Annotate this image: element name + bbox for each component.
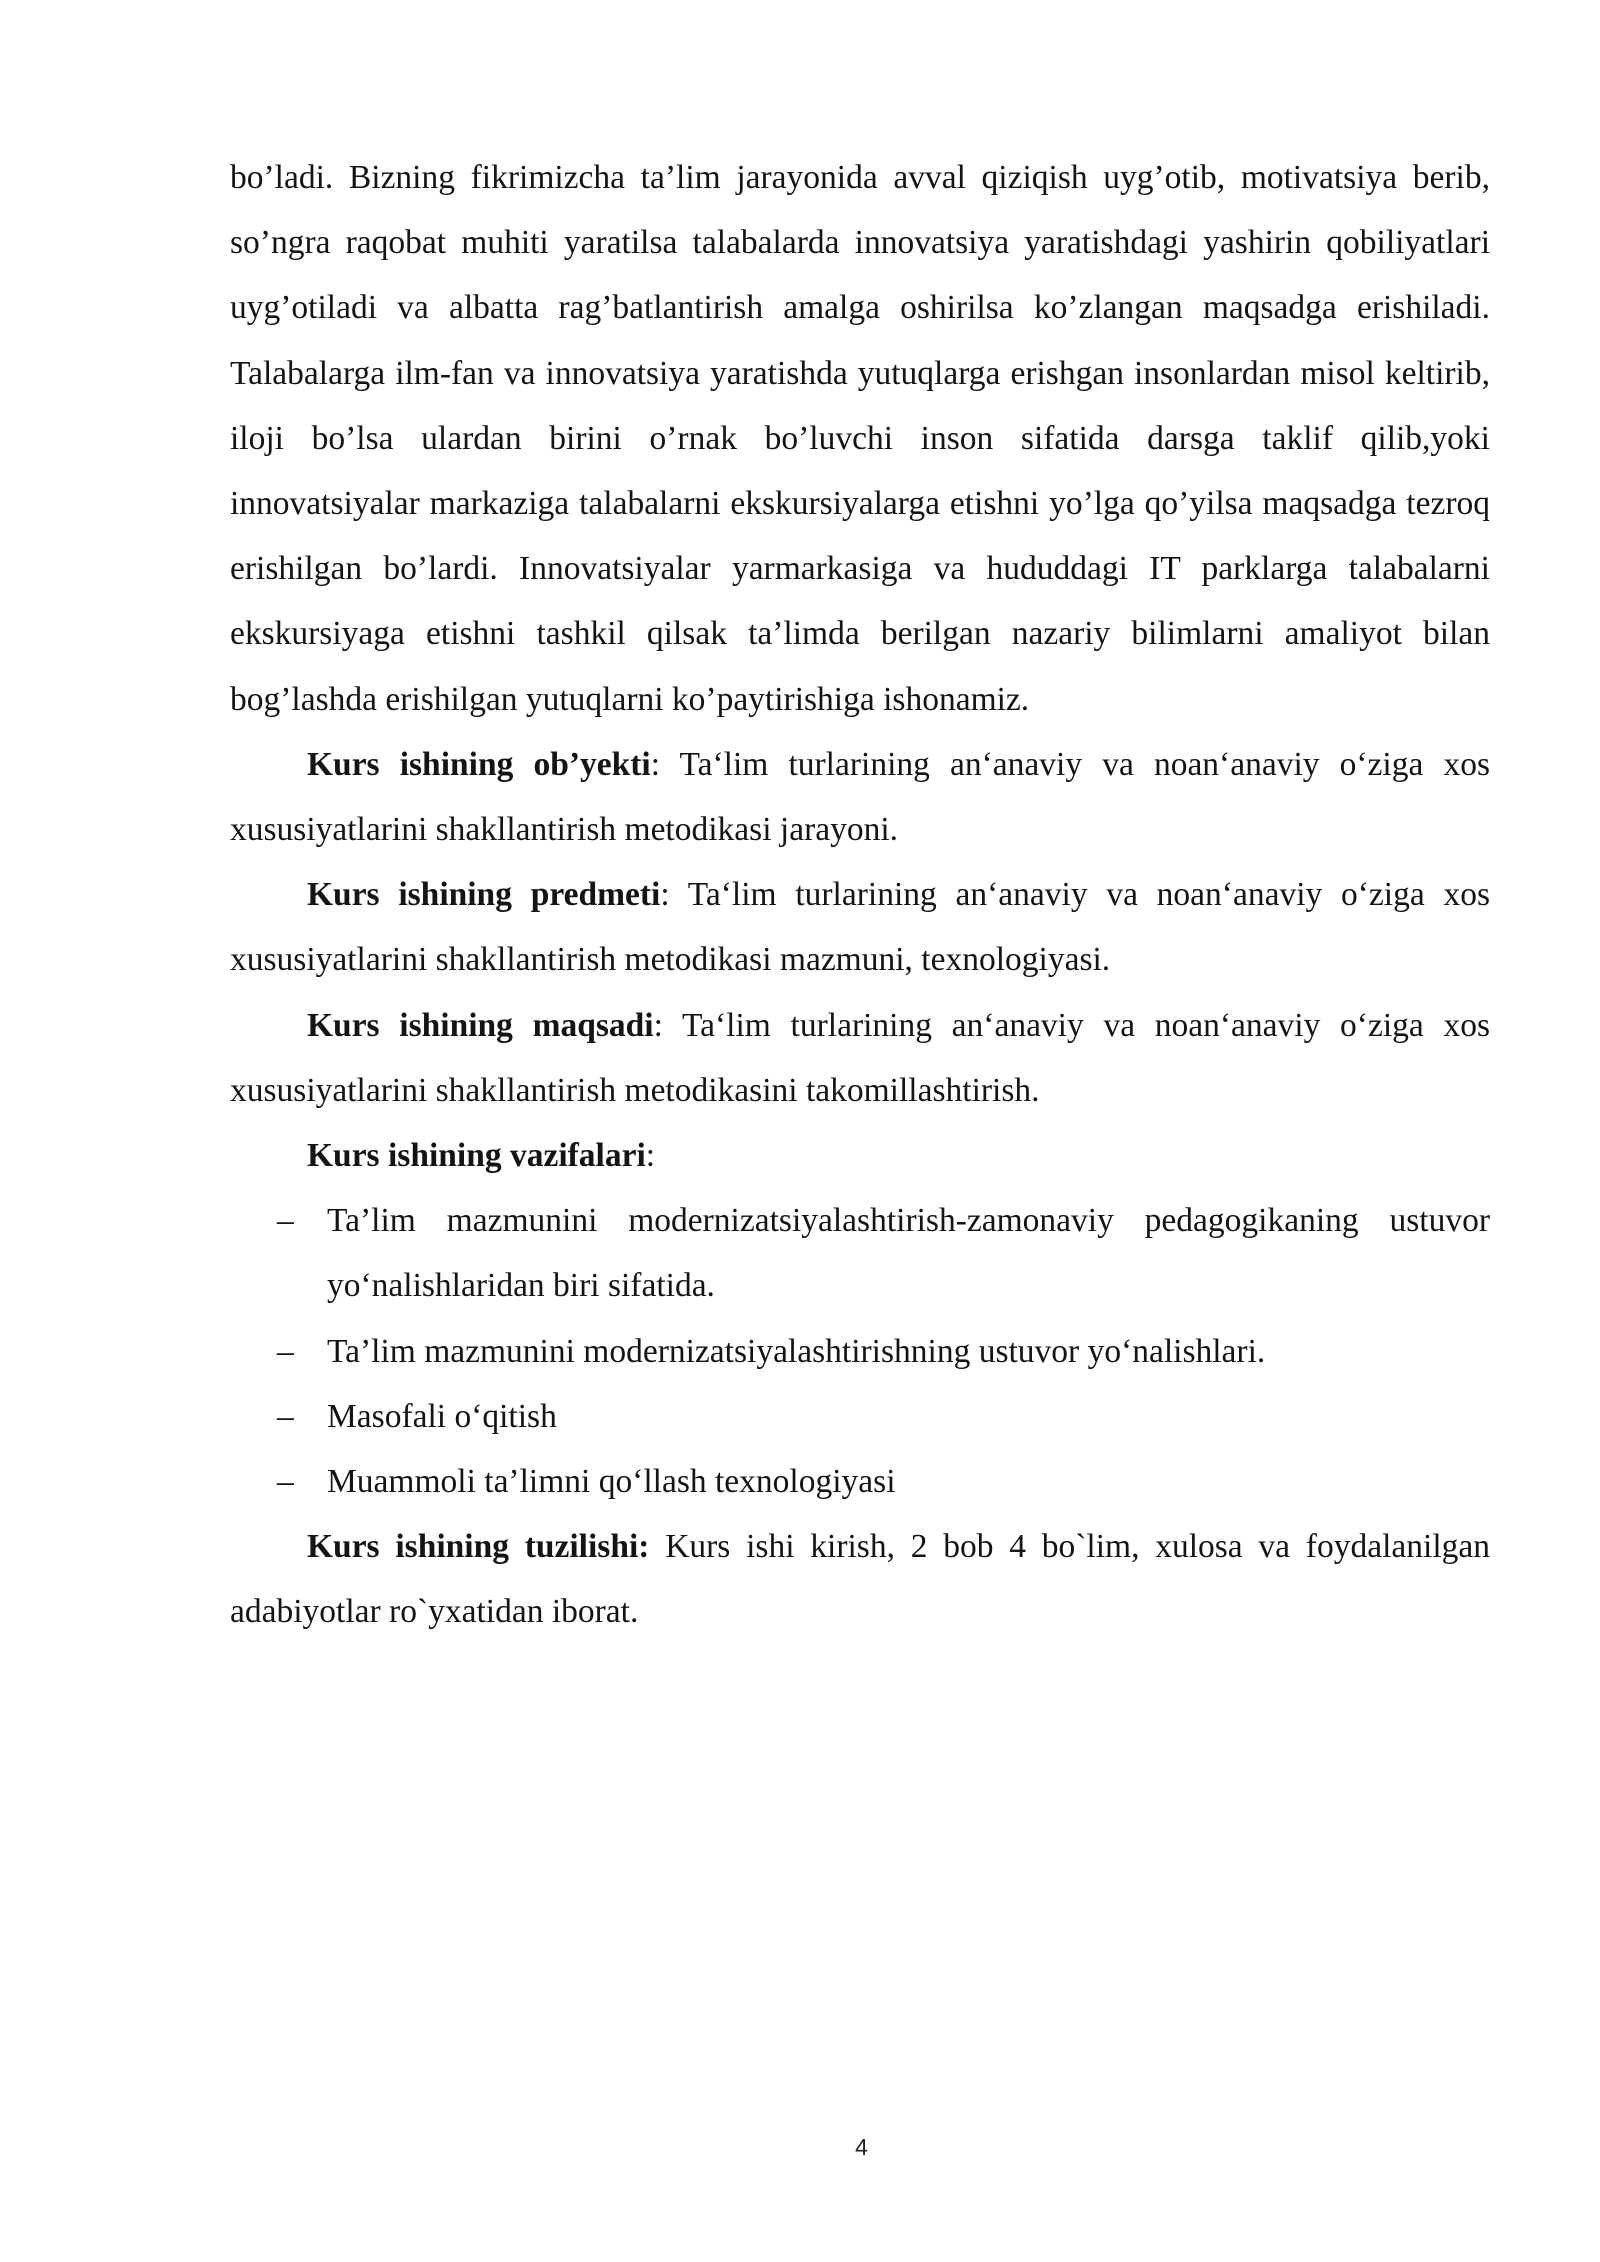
dash-bullet: – xyxy=(277,1463,294,1501)
object-paragraph xyxy=(230,732,1490,862)
tasks-label: Kurs ishining vazifalari xyxy=(307,1137,646,1175)
dash-bullet: – xyxy=(277,1202,294,1240)
task-text: Ta’lim mazmunini modernizatsiyalashtirish-zamonaviy pedagogikaning ustuvor yo‘nalishlaridan biri sifatida. xyxy=(327,1202,1490,1305)
object-text: : Ta‘lim turlarining an‘anaviy va noan‘anaviy o‘ziga xos xususiyatlarini shakllantirish metodikasi jarayoni. xyxy=(230,745,1490,849)
subject-label: Kurs ishining predmeti xyxy=(307,876,661,914)
goal-paragraph xyxy=(230,993,1490,1123)
subject-text: : Ta‘lim turlarining an‘anaviy va noan‘anaviy o‘ziga xos xususiyatlarini shakllantirish metodikasi mazmuni, texnologiyasi. xyxy=(230,876,1490,979)
list-item xyxy=(230,1188,1490,1318)
tasks-suffix: : xyxy=(645,1137,656,1175)
list-item xyxy=(230,1449,1490,1514)
task-text: Ta’lim mazmunini modernizatsiyalashtirishning ustuvor yo‘nalishlari. xyxy=(327,1332,1266,1370)
list-item xyxy=(230,1319,1490,1384)
goal-text: : Ta‘lim turlarining an‘anaviy va noan‘anaviy o‘ziga xos xususiyatlarini shakllantirish metodikasini takomillashtirish. xyxy=(230,1006,1490,1109)
list-item xyxy=(230,1384,1490,1449)
intro-paragraph: bo’ladi. Bizning fikrimizcha ta’lim jarayonida avval qiziqish uyg’otib, motivatsiya berib, so’ngra raqobat muhiti yaratilsa talabalarda innovatsiya yaratishdagi yashirin qobiliyatlari uyg’otiladi va albatta rag’batlantirish amalga oshirilsa ko’zlangan maqsadga erishiladi. Talabalarga ilm-fan va innovatsiya yaratishda yutuqlarga erishgan insonlardan misol keltirib, iloji bo’lsa ulardan birini o’rnak bo’luvchi inson sifatida darsga taklif qilib,yoki innovatsiyalar markaziga talabalarni ekskursiyalarga etishni yo’lga qo’yilsa maqsadga tezroq erishilgan bo’lardi. Innovatsiyalar yarmarkasiga va hududdagi IT parklarga talabalarni ekskursiyaga etishni tashkil qilsak ta’limda berilgan nazariy bilimlarni amaliyot bilan bog’lashda erishilgan yutuqlarni ko’paytirishiga ishonamiz. xyxy=(230,159,1490,718)
page-body xyxy=(230,145,1490,1645)
task-text: Masofali o‘qitish xyxy=(327,1397,557,1435)
page-number: 4 xyxy=(855,2134,868,2160)
tasks-heading xyxy=(230,1123,1490,1188)
dash-bullet: – xyxy=(277,1332,294,1370)
subject-paragraph xyxy=(230,862,1490,992)
structure-text: Kurs ishi kirish, 2 bob 4 bo`lim, xulosa va foydalanilgan adabiyotlar ro`yxatidan iborat. xyxy=(230,1528,1490,1631)
structure-paragraph xyxy=(230,1514,1490,1644)
dash-bullet: – xyxy=(277,1397,294,1435)
tasks-list xyxy=(230,1188,1490,1514)
goal-label: Kurs ishining maqsadi xyxy=(307,1006,654,1044)
object-label: Kurs ishining ob’yekti xyxy=(307,745,651,783)
task-text: Muammoli ta’limni qo‘llash texnologiyasi xyxy=(327,1463,896,1501)
structure-label: Kurs ishining tuzilishi: xyxy=(307,1528,650,1566)
